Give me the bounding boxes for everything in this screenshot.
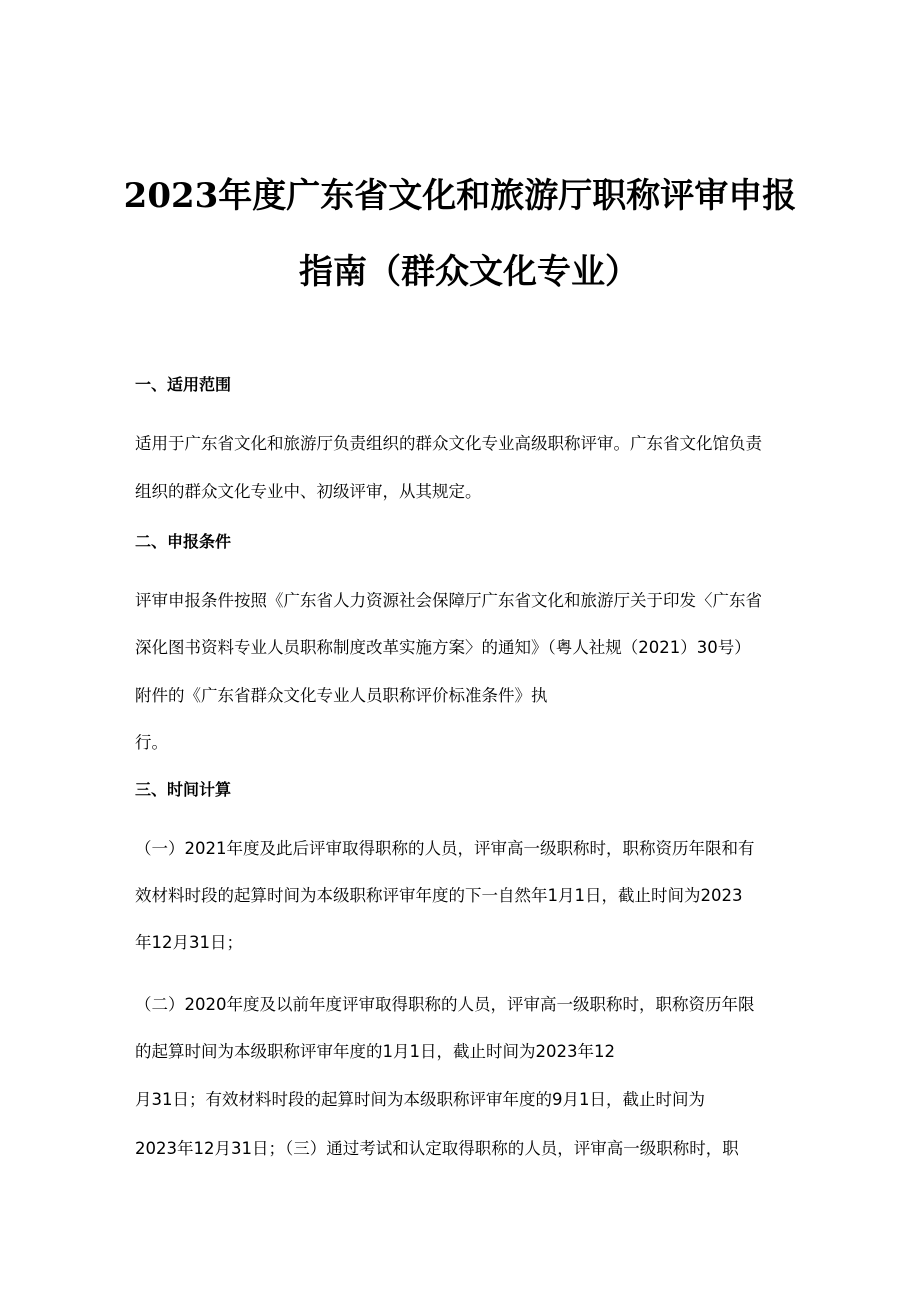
section-conditions-line-3: 附件的《广东省群众文化专业人员职称评价标准条件》执 — [135, 686, 548, 705]
section-conditions-line-1: 评审申报条件按照《广东省人力资源社会保障厅广东省文化和旅游厅关于印发〈广东省 — [135, 591, 762, 610]
section-time-line-7: 2023年12月31日；（三）通过考试和认定取得职称的人员，评审高一级职称时，职 — [135, 1139, 739, 1158]
section-heading-time: 三、时间计算 — [135, 780, 232, 799]
section-time-line-2: 效材料时段的起算时间为本级职称评审年度的下一自然年1月1日，截止时间为2023 — [135, 886, 743, 905]
section-time-line-6: 月31日；有效材料时段的起算时间为本级职称评审年度的9月1日，截止时间为 — [135, 1090, 705, 1109]
section-scope-line-2: 组织的群众文化专业中、初级评审，从其规定。 — [135, 482, 482, 501]
document-title-line-1: 2023年度广东省文化和旅游厅职称评审申报 — [123, 176, 797, 216]
document-title-line-2: 指南（群众文化专业） — [299, 252, 639, 292]
section-time-line-3: 年12月31日； — [135, 933, 243, 952]
section-conditions-line-4: 行。 — [135, 733, 168, 752]
section-time-line-4: （二）2020年度及以前年度评审取得职称的人员，评审高一级职称时，职称资历年限 — [135, 995, 755, 1014]
section-conditions-line-2: 深化图书资料专业人员职称制度改革实施方案〉的通知》（粤人社规（2021）30号） — [135, 638, 751, 657]
section-heading-scope: 一、适用范围 — [135, 375, 232, 394]
section-time-line-1: （一）2021年度及此后评审取得职称的人员，评审高一级职称时，职称资历年限和有 — [135, 839, 755, 858]
section-scope-line-1: 适用于广东省文化和旅游厅负责组织的群众文化专业高级职称评审。广东省文化馆负责 — [135, 434, 762, 453]
section-heading-conditions: 二、申报条件 — [135, 532, 232, 551]
section-time-line-5: 的起算时间为本级职称评审年度的1月1日，截止时间为2023年12 — [135, 1042, 615, 1061]
